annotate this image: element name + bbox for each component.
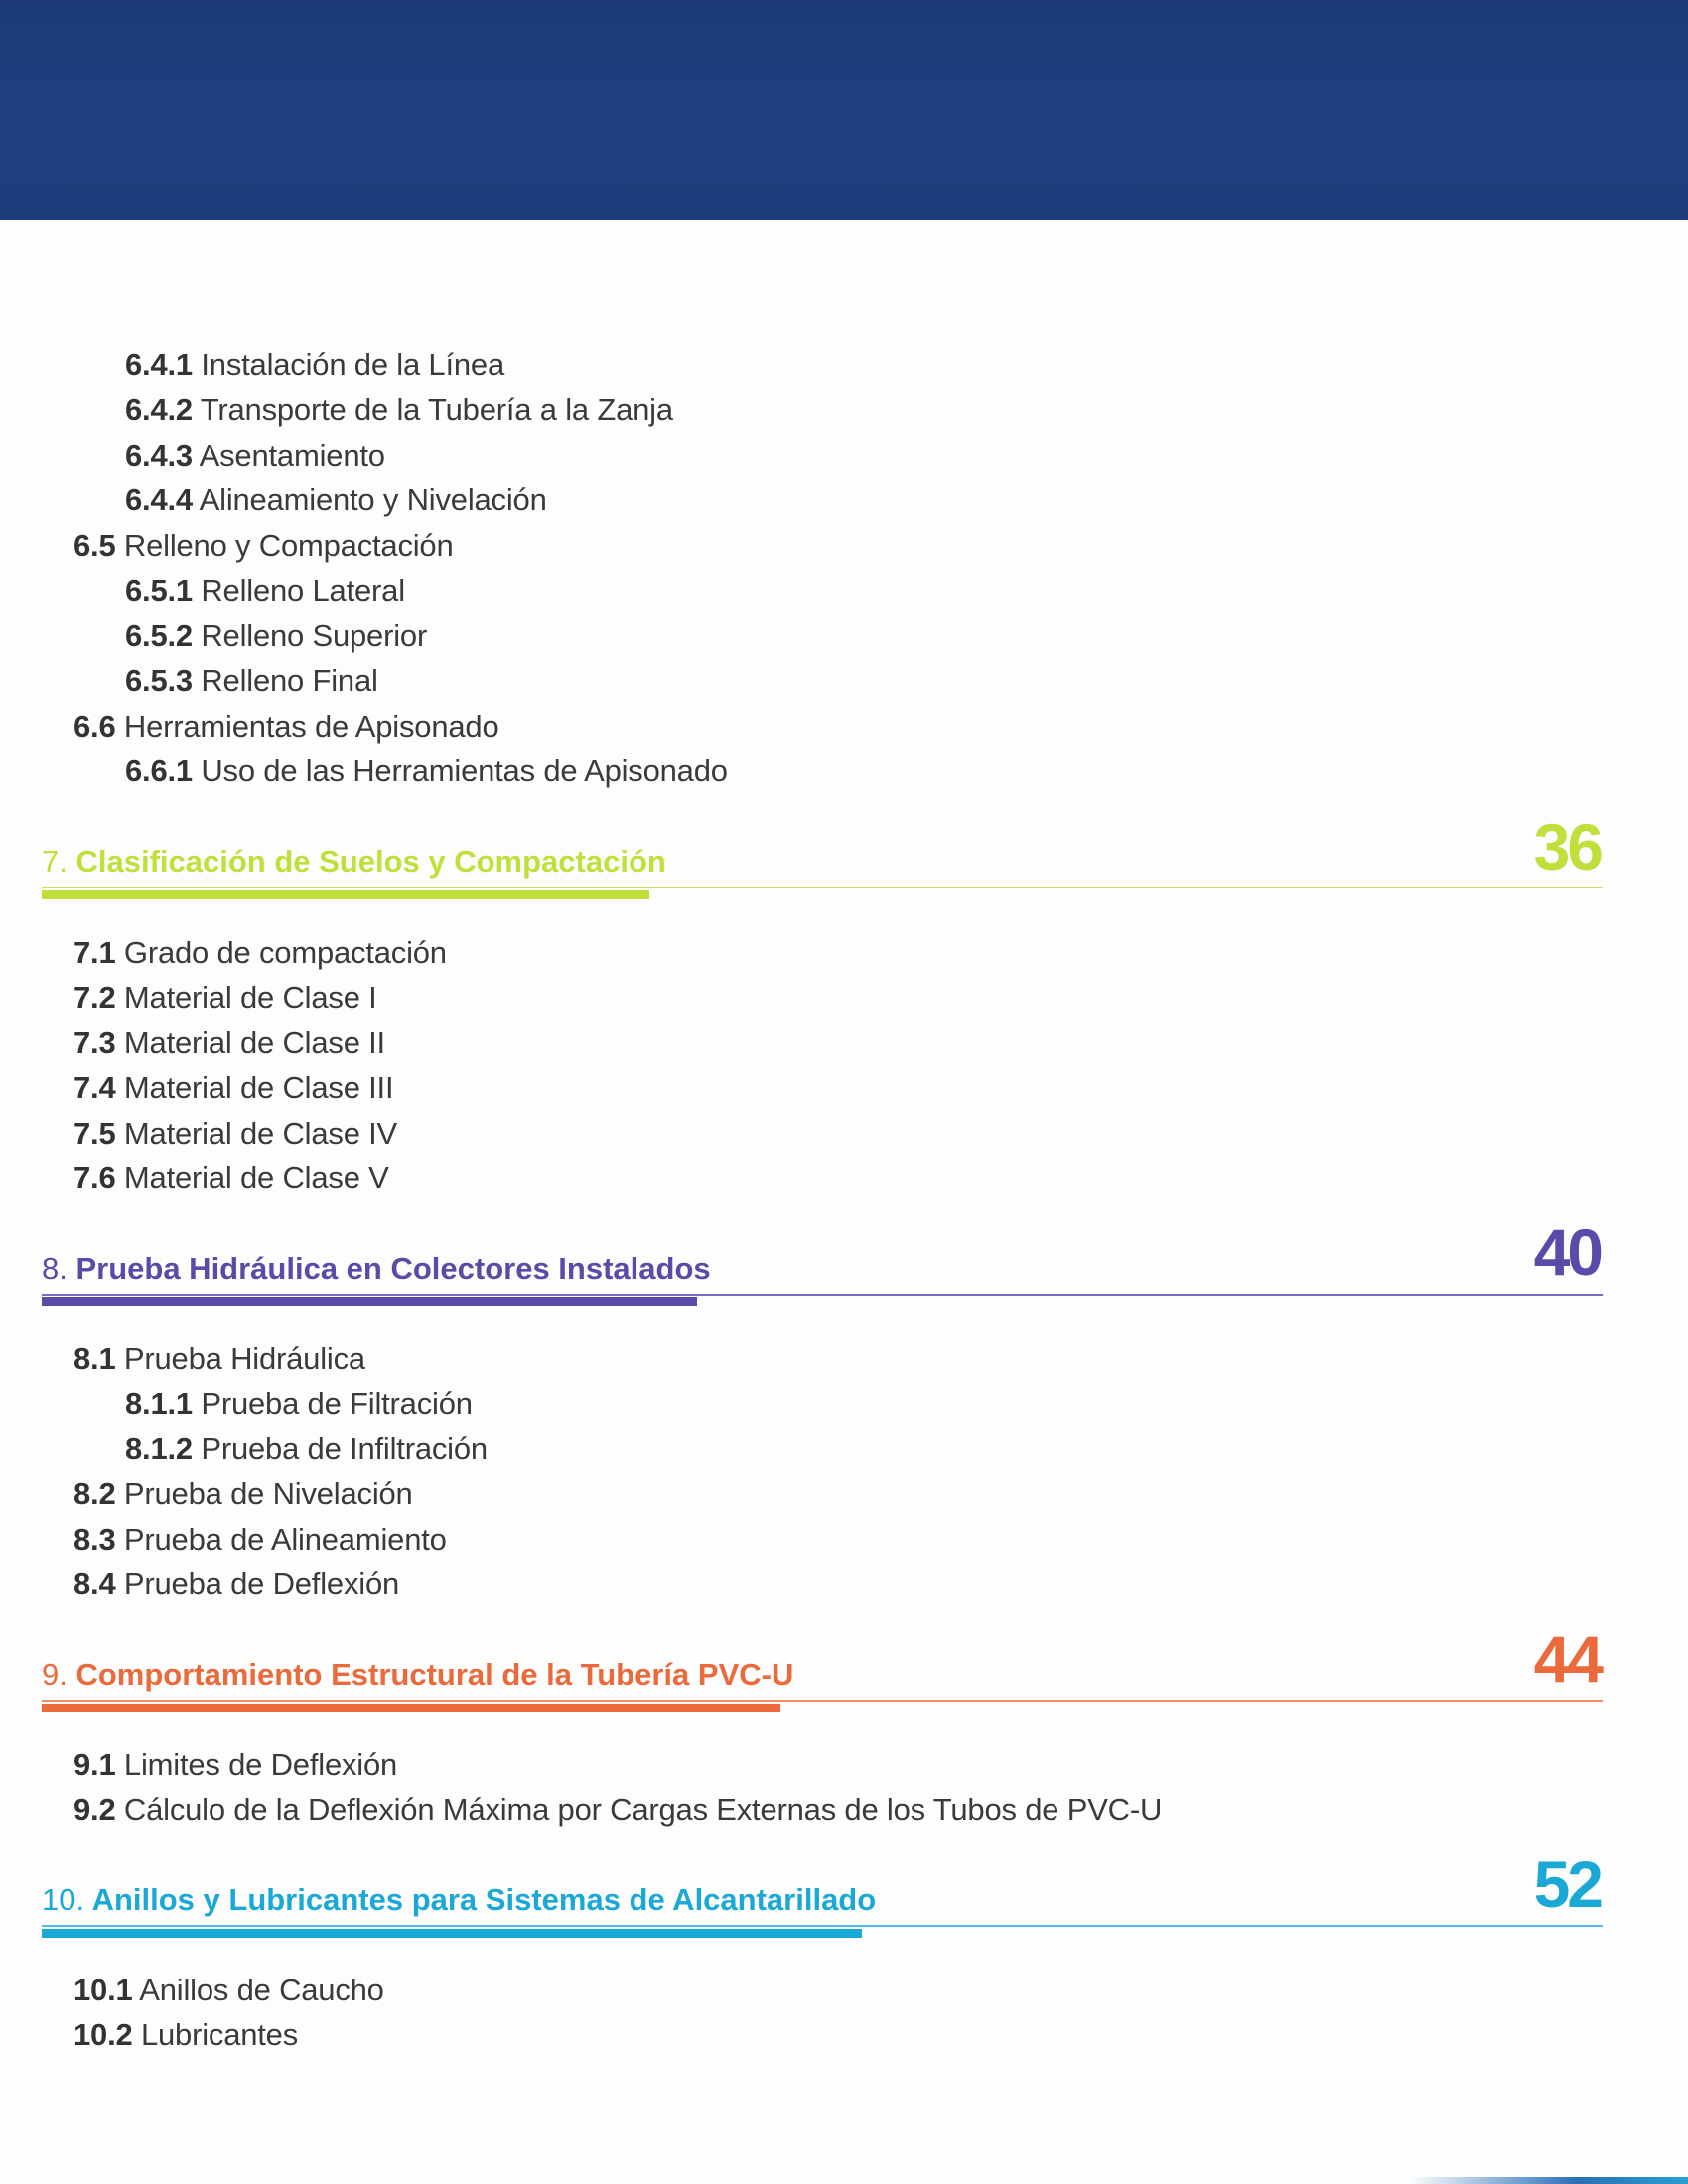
toc-label: Relleno Lateral <box>192 573 405 608</box>
page-number-8: 40 <box>1533 1215 1601 1289</box>
toc-label: Prueba de Deflexión <box>115 1567 400 1601</box>
toc-item-10-1[interactable] <box>73 1975 384 2005</box>
section-title-7[interactable] <box>42 846 666 877</box>
section-rule-accent <box>42 890 649 899</box>
toc-number: 7.5 <box>73 1116 116 1151</box>
footer-accent-bar <box>1410 2177 1688 2184</box>
toc-label: Lubricantes <box>132 2017 299 2052</box>
toc-label: Cálculo de la Deflexión Máxima por Cargas Externas de los Tubos de PVC-U <box>115 1792 1163 1827</box>
toc-item-10-2[interactable] <box>73 2019 298 2050</box>
toc-number: 8.4 <box>73 1567 116 1601</box>
toc-label: Material de Clase III <box>115 1070 394 1105</box>
toc-item-8-3[interactable] <box>73 1524 447 1555</box>
section-number: 10. <box>42 1882 85 1917</box>
toc-number: 6.6 <box>73 709 116 744</box>
toc-item-8-1[interactable] <box>73 1343 365 1374</box>
toc-item-9-2[interactable] <box>73 1794 1162 1825</box>
toc-item-7-2[interactable] <box>73 982 377 1013</box>
toc-label: Herramientas de Apisonado <box>115 709 499 744</box>
toc-item-9-1[interactable] <box>73 1749 397 1780</box>
toc-item-6-4-3[interactable] <box>125 440 385 471</box>
toc-item-6-4-2[interactable] <box>125 394 673 425</box>
toc-label: Relleno Final <box>192 663 378 698</box>
toc-label: Prueba Hidráulica <box>115 1341 365 1376</box>
toc-label: Prueba de Nivelación <box>115 1476 413 1511</box>
section-rule <box>42 1925 1603 1927</box>
toc-label: Prueba de Filtración <box>192 1386 473 1421</box>
toc-label: Asentamiento <box>192 438 385 473</box>
toc-label: Anillos de Caucho <box>132 1973 384 2007</box>
toc-item-7-1[interactable] <box>73 937 447 968</box>
toc-number: 9.1 <box>73 1747 116 1782</box>
section-rule-accent <box>42 1929 862 1938</box>
toc-item-8-1-1[interactable] <box>125 1388 473 1419</box>
toc-item-6-6[interactable] <box>73 711 498 742</box>
toc-item-7-3[interactable] <box>73 1027 385 1058</box>
toc-number: 6.6.1 <box>125 753 193 788</box>
toc-label: Uso de las Herramientas de Apisonado <box>192 753 728 788</box>
toc-label: Alineamiento y Nivelación <box>192 482 547 517</box>
toc-number: 8.1.1 <box>125 1386 193 1421</box>
toc-number: 6.5.1 <box>125 573 193 608</box>
section-rule <box>42 1700 1603 1702</box>
section-label: Anillos y Lubricantes para Sistemas de Alcantarillado <box>84 1882 877 1917</box>
toc-item-7-5[interactable] <box>73 1118 397 1149</box>
toc-number: 6.4.4 <box>125 482 193 517</box>
toc-number: 7.4 <box>73 1070 116 1105</box>
toc-item-6-5[interactable] <box>73 530 454 561</box>
toc-label: Prueba de Infiltración <box>192 1432 488 1466</box>
toc-number: 6.4.2 <box>125 392 193 427</box>
toc-item-6-6-1[interactable] <box>125 755 728 786</box>
toc-number: 7.6 <box>73 1160 116 1195</box>
toc-label: Material de Clase II <box>115 1025 385 1060</box>
toc-number: 7.3 <box>73 1025 116 1060</box>
section-rule <box>42 1294 1603 1296</box>
section-number: 9. <box>42 1657 68 1692</box>
toc-number: 6.5.3 <box>125 663 193 698</box>
toc-number: 10.2 <box>73 2017 133 2052</box>
section-rule-accent <box>42 1704 780 1712</box>
toc-label: Material de Clase IV <box>115 1116 398 1151</box>
toc-label: Grado de compactación <box>115 935 447 970</box>
toc-number: 6.4.3 <box>125 438 193 473</box>
toc-item-7-6[interactable] <box>73 1162 389 1193</box>
toc-item-8-4[interactable] <box>73 1569 399 1599</box>
toc-item-6-5-3[interactable] <box>125 665 378 696</box>
toc-number: 10.1 <box>73 1973 133 2007</box>
toc-label: Instalación de la Línea <box>192 347 504 382</box>
toc-number: 6.5.2 <box>125 618 193 653</box>
toc-item-8-2[interactable] <box>73 1478 413 1509</box>
toc-number: 7.2 <box>73 980 116 1015</box>
toc-number: 9.2 <box>73 1792 116 1827</box>
toc-item-6-5-1[interactable] <box>125 575 405 606</box>
section-title-8[interactable] <box>42 1253 711 1284</box>
section-label: Comportamiento Estructural de la Tubería PVC-U <box>67 1657 794 1692</box>
toc-label: Material de Clase V <box>115 1160 389 1195</box>
toc-item-7-4[interactable] <box>73 1072 393 1103</box>
section-title-9[interactable] <box>42 1659 793 1690</box>
toc-item-8-1-2[interactable] <box>125 1433 488 1464</box>
toc-label: Relleno y Compactación <box>115 528 454 563</box>
toc-label: Transporte de la Tubería a la Zanja <box>192 392 673 427</box>
toc-item-6-4-4[interactable] <box>125 484 547 515</box>
page-number-7: 36 <box>1533 810 1601 884</box>
toc-number: 8.3 <box>73 1522 116 1557</box>
section-label: Clasificación de Suelos y Compactación <box>67 844 666 879</box>
section-number: 7. <box>42 844 68 879</box>
toc-item-6-5-2[interactable] <box>125 620 427 651</box>
toc-number: 7.1 <box>73 935 116 970</box>
toc-label: Material de Clase I <box>115 980 377 1015</box>
toc-item-6-4-1[interactable] <box>125 349 504 380</box>
section-title-10[interactable] <box>42 1884 876 1915</box>
toc-number: 8.2 <box>73 1476 116 1511</box>
section-rule-accent <box>42 1297 697 1306</box>
toc-number: 8.1 <box>73 1341 116 1376</box>
page-number-9: 44 <box>1533 1622 1601 1696</box>
section-number: 8. <box>42 1251 68 1286</box>
toc-label: Prueba de Alineamiento <box>115 1522 447 1557</box>
section-rule <box>42 887 1603 888</box>
header-banner <box>0 0 1688 220</box>
toc-label: Limites de Deflexión <box>115 1747 398 1782</box>
page-number-10: 52 <box>1533 1847 1601 1921</box>
toc-label: Relleno Superior <box>192 618 428 653</box>
section-label: Prueba Hidráulica en Colectores Instalados <box>67 1251 711 1286</box>
toc-number: 6.5 <box>73 528 116 563</box>
toc-number: 6.4.1 <box>125 347 193 382</box>
toc-number: 8.1.2 <box>125 1432 193 1466</box>
